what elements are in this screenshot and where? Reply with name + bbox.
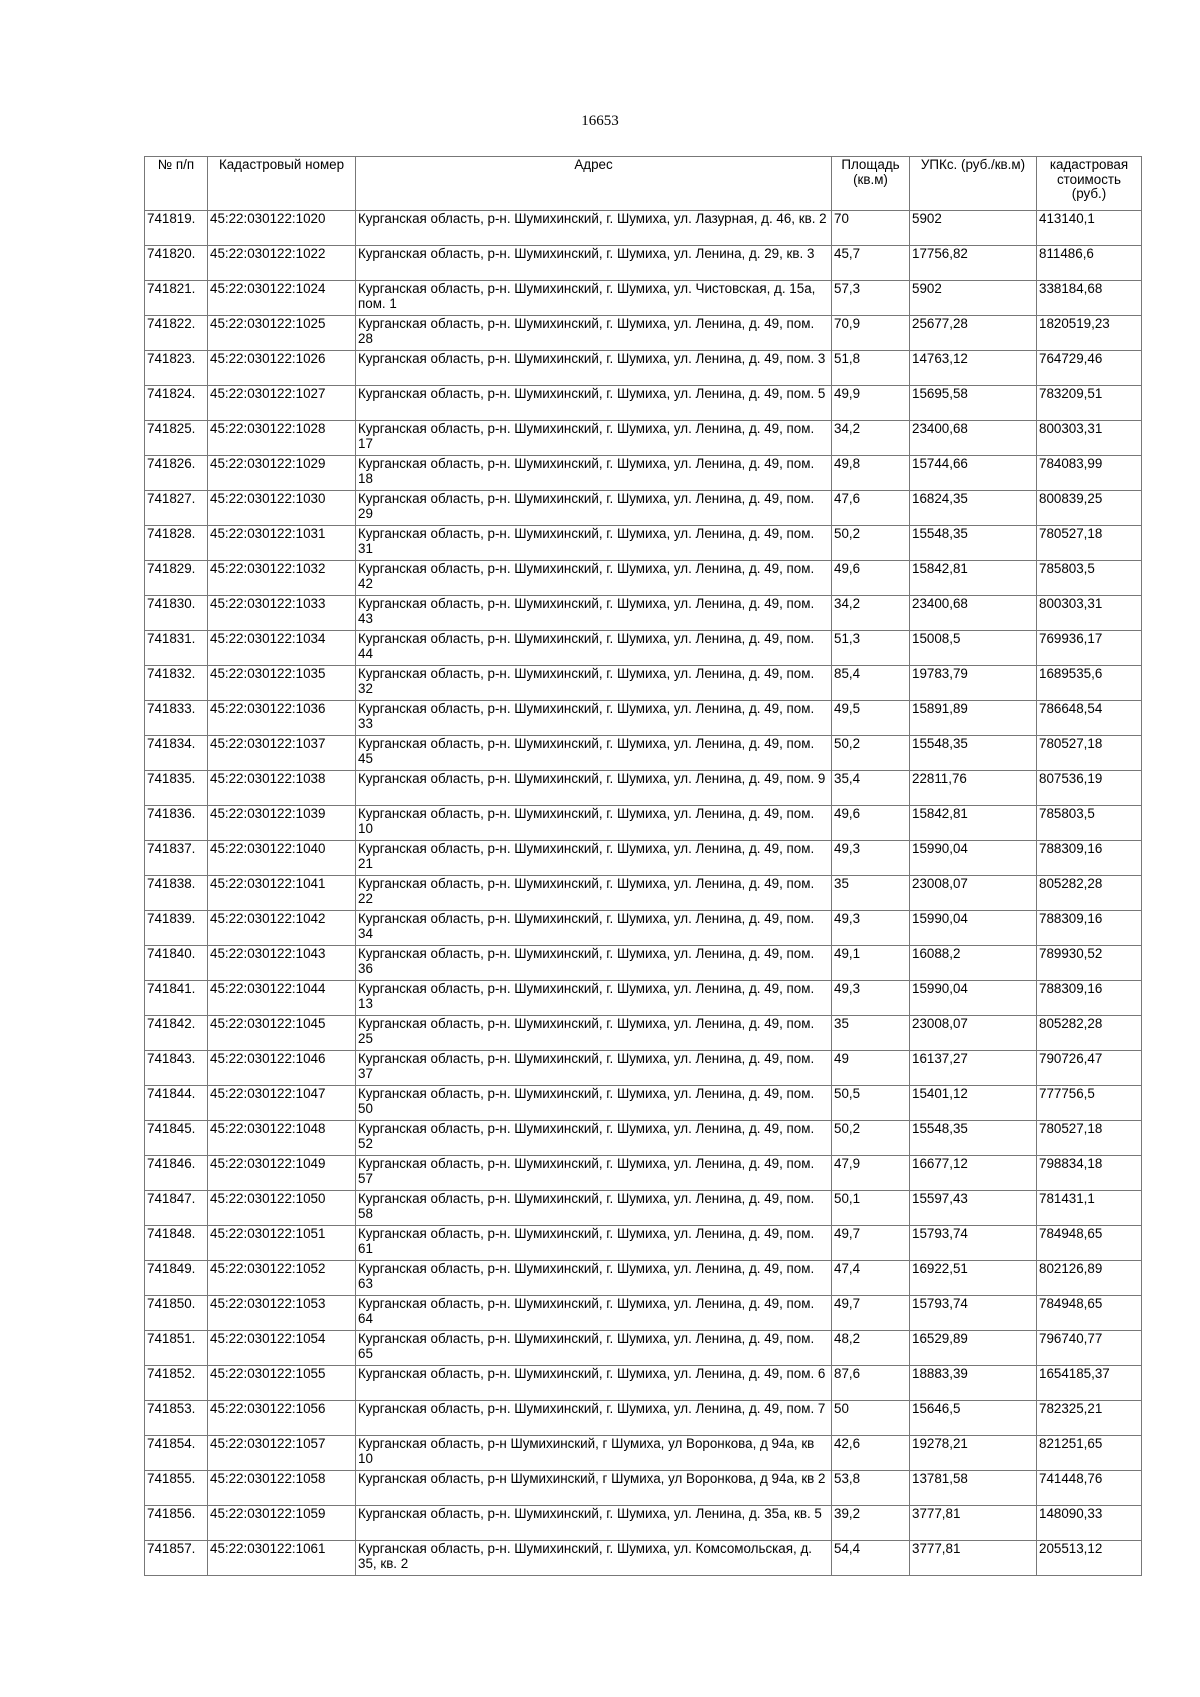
- row-index: 741843.: [145, 1051, 208, 1086]
- cadastral-number: 45:22:030122:1053: [208, 1296, 356, 1331]
- address: Курганская область, р-н Шумихинский, г Шумиха, ул Воронкова, д 94а, кв 2: [356, 1471, 832, 1506]
- cadastral-value: 413140,1: [1037, 211, 1142, 246]
- address: Курганская область, р-н. Шумихинский, г. Шумиха, ул. Ленина, д. 49, пом. 7: [356, 1401, 832, 1436]
- table-row: [145, 526, 1142, 561]
- unit-value: 15548,35: [910, 526, 1037, 561]
- address: Курганская область, р-н. Шумихинский, г. Шумиха, ул. Чистовская, д. 15а, пом. 1: [356, 281, 832, 316]
- table-row: [145, 1226, 1142, 1261]
- cadastral-value: 784083,99: [1037, 456, 1142, 491]
- row-index: 741846.: [145, 1156, 208, 1191]
- unit-value: 15597,43: [910, 1191, 1037, 1226]
- address: Курганская область, р-н. Шумихинский, г. Шумиха, ул. Ленина, д. 49, пом. 3: [356, 351, 832, 386]
- cadastral-number: 45:22:030122:1024: [208, 281, 356, 316]
- cadastral-number: 45:22:030122:1058: [208, 1471, 356, 1506]
- area: 45,7: [832, 246, 910, 281]
- table-body: [145, 211, 1142, 1576]
- area: 49,6: [832, 561, 910, 596]
- address: Курганская область, р-н. Шумихинский, г. Шумиха, ул. Ленина, д. 49, пом. 6: [356, 1366, 832, 1401]
- table-row: [145, 421, 1142, 456]
- table-header-row: [145, 157, 1142, 211]
- address: Курганская область, р-н. Шумихинский, г. Шумиха, ул. Ленина, д. 29, кв. 3: [356, 246, 832, 281]
- area: 48,2: [832, 1331, 910, 1366]
- table-row: [145, 1086, 1142, 1121]
- address: Курганская область, р-н. Шумихинский, г. Шумиха, ул. Ленина, д. 49, пом. 42: [356, 561, 832, 596]
- area: 50,2: [832, 526, 910, 561]
- unit-value: 15990,04: [910, 911, 1037, 946]
- cadastral-value: 769936,17: [1037, 631, 1142, 666]
- area: 70,9: [832, 316, 910, 351]
- cadastral-number: 45:22:030122:1022: [208, 246, 356, 281]
- unit-value: 16824,35: [910, 491, 1037, 526]
- cadastral-number: 45:22:030122:1027: [208, 386, 356, 421]
- cadastral-value: 741448,76: [1037, 1471, 1142, 1506]
- cadastral-value: 788309,16: [1037, 841, 1142, 876]
- address: Курганская область, р-н. Шумихинский, г. Шумиха, ул. Ленина, д. 49, пом. 37: [356, 1051, 832, 1086]
- row-index: 741841.: [145, 981, 208, 1016]
- cadastral-number: 45:22:030122:1037: [208, 736, 356, 771]
- cadastral-table: [144, 156, 1142, 1576]
- cadastral-number: 45:22:030122:1044: [208, 981, 356, 1016]
- cadastral-number: 45:22:030122:1055: [208, 1366, 356, 1401]
- cadastral-value: 821251,65: [1037, 1436, 1142, 1471]
- area: 51,8: [832, 351, 910, 386]
- row-index: 741822.: [145, 316, 208, 351]
- unit-value: 17756,82: [910, 246, 1037, 281]
- cadastral-value: 798834,18: [1037, 1156, 1142, 1191]
- cadastral-value: 800839,25: [1037, 491, 1142, 526]
- unit-value: 15744,66: [910, 456, 1037, 491]
- row-index: 741853.: [145, 1401, 208, 1436]
- unit-value: 15842,81: [910, 806, 1037, 841]
- cadastral-value: 800303,31: [1037, 596, 1142, 631]
- table-row: [145, 806, 1142, 841]
- address: Курганская область, р-н. Шумихинский, г. Шумиха, ул. Ленина, д. 49, пом. 31: [356, 526, 832, 561]
- cadastral-value: 1689535,6: [1037, 666, 1142, 701]
- cadastral-value: 805282,28: [1037, 876, 1142, 911]
- area: 50: [832, 1401, 910, 1436]
- unit-value: 15891,89: [910, 701, 1037, 736]
- table-row: [145, 771, 1142, 806]
- address: Курганская область, р-н. Шумихинский, г. Шумиха, ул. Ленина, д. 49, пом. 5: [356, 386, 832, 421]
- row-index: 741824.: [145, 386, 208, 421]
- cadastral-number: 45:22:030122:1050: [208, 1191, 356, 1226]
- table-row: [145, 911, 1142, 946]
- cadastral-value: 777756,5: [1037, 1086, 1142, 1121]
- table-row: [145, 1051, 1142, 1086]
- unit-value: 22811,76: [910, 771, 1037, 806]
- unit-value: 23008,07: [910, 1016, 1037, 1051]
- row-index: 741838.: [145, 876, 208, 911]
- cadastral-number: 45:22:030122:1041: [208, 876, 356, 911]
- table-row: [145, 351, 1142, 386]
- cadastral-number: 45:22:030122:1059: [208, 1506, 356, 1541]
- row-index: 741837.: [145, 841, 208, 876]
- table-row: [145, 211, 1142, 246]
- address: Курганская область, р-н. Шумихинский, г. Шумиха, ул. Ленина, д. 49, пом. 28: [356, 316, 832, 351]
- cadastral-number: 45:22:030122:1026: [208, 351, 356, 386]
- area: 87,6: [832, 1366, 910, 1401]
- table-row: [145, 1121, 1142, 1156]
- cadastral-number: 45:22:030122:1034: [208, 631, 356, 666]
- unit-value: 15990,04: [910, 981, 1037, 1016]
- unit-value: 14763,12: [910, 351, 1037, 386]
- area: 35,4: [832, 771, 910, 806]
- address: Курганская область, р-н. Шумихинский, г. Шумиха, ул. Ленина, д. 49, пом. 44: [356, 631, 832, 666]
- unit-value: 5902: [910, 281, 1037, 316]
- row-index: 741831.: [145, 631, 208, 666]
- cadastral-number: 45:22:030122:1030: [208, 491, 356, 526]
- row-index: 741856.: [145, 1506, 208, 1541]
- table-row: [145, 946, 1142, 981]
- unit-value: 15990,04: [910, 841, 1037, 876]
- unit-value: 23400,68: [910, 596, 1037, 631]
- area: 47,9: [832, 1156, 910, 1191]
- cadastral-value: 800303,31: [1037, 421, 1142, 456]
- address: Курганская область, р-н. Шумихинский, г. Шумиха, ул. Ленина, д. 49, пом. 45: [356, 736, 832, 771]
- area: 49,3: [832, 981, 910, 1016]
- cadastral-value: 785803,5: [1037, 806, 1142, 841]
- unit-value: 19783,79: [910, 666, 1037, 701]
- address: Курганская область, р-н. Шумихинский, г. Шумиха, ул. Ленина, д. 49, пом. 10: [356, 806, 832, 841]
- address: Курганская область, р-н. Шумихинский, г. Шумиха, ул. Ленина, д. 49, пом. 61: [356, 1226, 832, 1261]
- table-row: [145, 666, 1142, 701]
- header-index: № п/п: [145, 157, 208, 211]
- address: Курганская область, р-н. Шумихинский, г. Шумиха, ул. Ленина, д. 35а, кв. 5: [356, 1506, 832, 1541]
- address: Курганская область, р-н. Шумихинский, г. Шумиха, ул. Ленина, д. 49, пом. 43: [356, 596, 832, 631]
- row-index: 741847.: [145, 1191, 208, 1226]
- unit-value: 15842,81: [910, 561, 1037, 596]
- cadastral-value: 790726,47: [1037, 1051, 1142, 1086]
- unit-value: 16677,12: [910, 1156, 1037, 1191]
- address: Курганская область, р-н. Шумихинский, г. Шумиха, ул. Ленина, д. 49, пом. 65: [356, 1331, 832, 1366]
- unit-value: 25677,28: [910, 316, 1037, 351]
- address: Курганская область, р-н. Шумихинский, г. Шумиха, ул. Ленина, д. 49, пом. 17: [356, 421, 832, 456]
- row-index: 741851.: [145, 1331, 208, 1366]
- unit-value: 15548,35: [910, 1121, 1037, 1156]
- unit-value: 15008,5: [910, 631, 1037, 666]
- row-index: 741845.: [145, 1121, 208, 1156]
- row-index: 741855.: [145, 1471, 208, 1506]
- unit-value: 16529,89: [910, 1331, 1037, 1366]
- table-row: [145, 1296, 1142, 1331]
- cadastral-value: 338184,68: [1037, 281, 1142, 316]
- table-row: [145, 1191, 1142, 1226]
- table-row: [145, 246, 1142, 281]
- cadastral-number: 45:22:030122:1025: [208, 316, 356, 351]
- area: 51,3: [832, 631, 910, 666]
- address: Курганская область, р-н. Шумихинский, г. Шумиха, ул. Ленина, д. 49, пом. 58: [356, 1191, 832, 1226]
- cadastral-value: 784948,65: [1037, 1296, 1142, 1331]
- area: 49,5: [832, 701, 910, 736]
- table-row: [145, 736, 1142, 771]
- row-index: 741819.: [145, 211, 208, 246]
- unit-value: 23008,07: [910, 876, 1037, 911]
- row-index: 741832.: [145, 666, 208, 701]
- unit-value: 16922,51: [910, 1261, 1037, 1296]
- unit-value: 19278,21: [910, 1436, 1037, 1471]
- row-index: 741823.: [145, 351, 208, 386]
- cadastral-value: 788309,16: [1037, 911, 1142, 946]
- row-index: 741827.: [145, 491, 208, 526]
- unit-value: 15401,12: [910, 1086, 1037, 1121]
- row-index: 741850.: [145, 1296, 208, 1331]
- address: Курганская область, р-н. Шумихинский, г. Шумиха, ул. Ленина, д. 49, пом. 57: [356, 1156, 832, 1191]
- address: Курганская область, р-н. Шумихинский, г. Шумиха, ул. Ленина, д. 49, пом. 52: [356, 1121, 832, 1156]
- cadastral-value: 802126,89: [1037, 1261, 1142, 1296]
- cadastral-number: 45:22:030122:1045: [208, 1016, 356, 1051]
- page-number: 16653: [581, 113, 619, 129]
- row-index: 741834.: [145, 736, 208, 771]
- address: Курганская область, р-н. Шумихинский, г. Шумиха, ул. Лазурная, д. 46, кв. 2: [356, 211, 832, 246]
- address: Курганская область, р-н. Шумихинский, г. Шумиха, ул. Ленина, д. 49, пом. 9: [356, 771, 832, 806]
- address: Курганская область, р-н Шумихинский, г Шумиха, ул Воронкова, д 94а, кв 10: [356, 1436, 832, 1471]
- cadastral-value: 811486,6: [1037, 246, 1142, 281]
- cadastral-value: 788309,16: [1037, 981, 1142, 1016]
- table-row: [145, 386, 1142, 421]
- area: 49,1: [832, 946, 910, 981]
- address: Курганская область, р-н. Шумихинский, г. Шумиха, ул. Ленина, д. 49, пом. 21: [356, 841, 832, 876]
- cadastral-number: 45:22:030122:1033: [208, 596, 356, 631]
- cadastral-number: 45:22:030122:1061: [208, 1541, 356, 1576]
- cadastral-value: 785803,5: [1037, 561, 1142, 596]
- row-index: 741825.: [145, 421, 208, 456]
- row-index: 741821.: [145, 281, 208, 316]
- cadastral-value: 784948,65: [1037, 1226, 1142, 1261]
- cadastral-value: 783209,51: [1037, 386, 1142, 421]
- area: 35: [832, 876, 910, 911]
- cadastral-value: 780527,18: [1037, 736, 1142, 771]
- cadastral-number: 45:22:030122:1048: [208, 1121, 356, 1156]
- row-index: 741842.: [145, 1016, 208, 1051]
- address: Курганская область, р-н. Шумихинский, г. Шумиха, ул. Ленина, д. 49, пом. 63: [356, 1261, 832, 1296]
- table-row: [145, 491, 1142, 526]
- cadastral-number: 45:22:030122:1032: [208, 561, 356, 596]
- address: Курганская область, р-н. Шумихинский, г. Шумиха, ул. Ленина, д. 49, пом. 34: [356, 911, 832, 946]
- cadastral-number: 45:22:030122:1051: [208, 1226, 356, 1261]
- table-row: [145, 701, 1142, 736]
- row-index: 741844.: [145, 1086, 208, 1121]
- area: 49,6: [832, 806, 910, 841]
- area: 50,1: [832, 1191, 910, 1226]
- address: Курганская область, р-н. Шумихинский, г. Шумиха, ул. Ленина, д. 49, пом. 32: [356, 666, 832, 701]
- table-row: [145, 1401, 1142, 1436]
- row-index: 741826.: [145, 456, 208, 491]
- cadastral-number: 45:22:030122:1047: [208, 1086, 356, 1121]
- cadastral-value: 148090,33: [1037, 1506, 1142, 1541]
- row-index: 741849.: [145, 1261, 208, 1296]
- cadastral-value: 764729,46: [1037, 351, 1142, 386]
- cadastral-number: 45:22:030122:1031: [208, 526, 356, 561]
- row-index: 741836.: [145, 806, 208, 841]
- cadastral-value: 786648,54: [1037, 701, 1142, 736]
- cadastral-number: 45:22:030122:1038: [208, 771, 356, 806]
- table-row: [145, 1471, 1142, 1506]
- cadastral-value: 1654185,37: [1037, 1366, 1142, 1401]
- cadastral-number: 45:22:030122:1054: [208, 1331, 356, 1366]
- area: 49,3: [832, 911, 910, 946]
- cadastral-number: 45:22:030122:1020: [208, 211, 356, 246]
- address: Курганская область, р-н. Шумихинский, г. Шумиха, ул. Ленина, д. 49, пом. 13: [356, 981, 832, 1016]
- address: Курганская область, р-н. Шумихинский, г. Шумиха, ул. Ленина, д. 49, пом. 29: [356, 491, 832, 526]
- area: 70: [832, 211, 910, 246]
- cadastral-number: 45:22:030122:1042: [208, 911, 356, 946]
- row-index: 741820.: [145, 246, 208, 281]
- address: Курганская область, р-н. Шумихинский, г. Шумиха, ул. Ленина, д. 49, пом. 25: [356, 1016, 832, 1051]
- cadastral-number: 45:22:030122:1052: [208, 1261, 356, 1296]
- table-row: [145, 1016, 1142, 1051]
- address: Курганская область, р-н. Шумихинский, г. Шумиха, ул. Ленина, д. 49, пом. 36: [356, 946, 832, 981]
- area: 49: [832, 1051, 910, 1086]
- table-row: [145, 456, 1142, 491]
- area: 39,2: [832, 1506, 910, 1541]
- row-index: 741840.: [145, 946, 208, 981]
- unit-value: 16088,2: [910, 946, 1037, 981]
- unit-value: 15793,74: [910, 1296, 1037, 1331]
- cadastral-number: 45:22:030122:1040: [208, 841, 356, 876]
- cadastral-value: 789930,52: [1037, 946, 1142, 981]
- cadastral-value: 782325,21: [1037, 1401, 1142, 1436]
- cadastral-number: 45:22:030122:1049: [208, 1156, 356, 1191]
- unit-value: 5902: [910, 211, 1037, 246]
- area: 54,4: [832, 1541, 910, 1576]
- cadastral-value: 1820519,23: [1037, 316, 1142, 351]
- row-index: 741839.: [145, 911, 208, 946]
- area: 47,6: [832, 491, 910, 526]
- cadastral-value: 805282,28: [1037, 1016, 1142, 1051]
- area: 34,2: [832, 596, 910, 631]
- row-index: 741833.: [145, 701, 208, 736]
- cadastral-number: 45:22:030122:1029: [208, 456, 356, 491]
- table-row: [145, 1331, 1142, 1366]
- table-row: [145, 316, 1142, 351]
- header-area: Площадь (кв.м): [832, 157, 910, 211]
- row-index: 741854.: [145, 1436, 208, 1471]
- unit-value: 15695,58: [910, 386, 1037, 421]
- header-address: Адрес: [356, 157, 832, 211]
- table-row: [145, 876, 1142, 911]
- header-cadastral-number: Кадастровый номер: [208, 157, 356, 211]
- cadastral-number: 45:22:030122:1056: [208, 1401, 356, 1436]
- table-row: [145, 596, 1142, 631]
- unit-value: 15548,35: [910, 736, 1037, 771]
- area: 85,4: [832, 666, 910, 701]
- table-row: [145, 1261, 1142, 1296]
- area: 42,6: [832, 1436, 910, 1471]
- area: 47,4: [832, 1261, 910, 1296]
- area: 50,2: [832, 736, 910, 771]
- address: Курганская область, р-н. Шумихинский, г. Шумиха, ул. Ленина, д. 49, пом. 22: [356, 876, 832, 911]
- table-row: [145, 1436, 1142, 1471]
- table-row: [145, 631, 1142, 666]
- cadastral-value: 780527,18: [1037, 1121, 1142, 1156]
- row-index: 741852.: [145, 1366, 208, 1401]
- cadastral-number: 45:22:030122:1036: [208, 701, 356, 736]
- cadastral-value: 796740,77: [1037, 1331, 1142, 1366]
- area: 35: [832, 1016, 910, 1051]
- area: 49,9: [832, 386, 910, 421]
- table-row: [145, 1156, 1142, 1191]
- table-row: [145, 1541, 1142, 1576]
- unit-value: 3777,81: [910, 1506, 1037, 1541]
- row-index: 741857.: [145, 1541, 208, 1576]
- address: Курганская область, р-н. Шумихинский, г. Шумиха, ул. Ленина, д. 49, пом. 33: [356, 701, 832, 736]
- row-index: 741828.: [145, 526, 208, 561]
- table-row: [145, 841, 1142, 876]
- unit-value: 18883,39: [910, 1366, 1037, 1401]
- header-unit-value: УПКс. (руб./кв.м): [910, 157, 1037, 211]
- row-index: 741830.: [145, 596, 208, 631]
- unit-value: 16137,27: [910, 1051, 1037, 1086]
- area: 57,3: [832, 281, 910, 316]
- cadastral-value: 205513,12: [1037, 1541, 1142, 1576]
- cadastral-number: 45:22:030122:1039: [208, 806, 356, 841]
- area: 34,2: [832, 421, 910, 456]
- address: Курганская область, р-н. Шумихинский, г. Шумиха, ул. Ленина, д. 49, пом. 18: [356, 456, 832, 491]
- area: 53,8: [832, 1471, 910, 1506]
- table-row: [145, 981, 1142, 1016]
- cadastral-value: 781431,1: [1037, 1191, 1142, 1226]
- unit-value: 23400,68: [910, 421, 1037, 456]
- row-index: 741848.: [145, 1226, 208, 1261]
- cadastral-value: 807536,19: [1037, 771, 1142, 806]
- area: 49,3: [832, 841, 910, 876]
- area: 49,7: [832, 1296, 910, 1331]
- row-index: 741829.: [145, 561, 208, 596]
- cadastral-number: 45:22:030122:1035: [208, 666, 356, 701]
- table-row: [145, 1366, 1142, 1401]
- area: 50,5: [832, 1086, 910, 1121]
- address: Курганская область, р-н. Шумихинский, г. Шумиха, ул. Ленина, д. 49, пом. 50: [356, 1086, 832, 1121]
- address: Курганская область, р-н. Шумихинский, г. Шумиха, ул. Комсомольская, д. 35, кв. 2: [356, 1541, 832, 1576]
- unit-value: 13781,58: [910, 1471, 1037, 1506]
- area: 50,2: [832, 1121, 910, 1156]
- cadastral-number: 45:22:030122:1028: [208, 421, 356, 456]
- header-cadastral-value: кадастровая стоимость (руб.): [1037, 157, 1142, 211]
- cadastral-value: 780527,18: [1037, 526, 1142, 561]
- table-row: [145, 561, 1142, 596]
- unit-value: 15793,74: [910, 1226, 1037, 1261]
- table-row: [145, 281, 1142, 316]
- unit-value: 15646,5: [910, 1401, 1037, 1436]
- cadastral-number: 45:22:030122:1043: [208, 946, 356, 981]
- cadastral-number: 45:22:030122:1046: [208, 1051, 356, 1086]
- cadastral-number: 45:22:030122:1057: [208, 1436, 356, 1471]
- table-row: [145, 1506, 1142, 1541]
- address: Курганская область, р-н. Шумихинский, г. Шумиха, ул. Ленина, д. 49, пом. 64: [356, 1296, 832, 1331]
- area: 49,7: [832, 1226, 910, 1261]
- area: 49,8: [832, 456, 910, 491]
- row-index: 741835.: [145, 771, 208, 806]
- unit-value: 3777,81: [910, 1541, 1037, 1576]
